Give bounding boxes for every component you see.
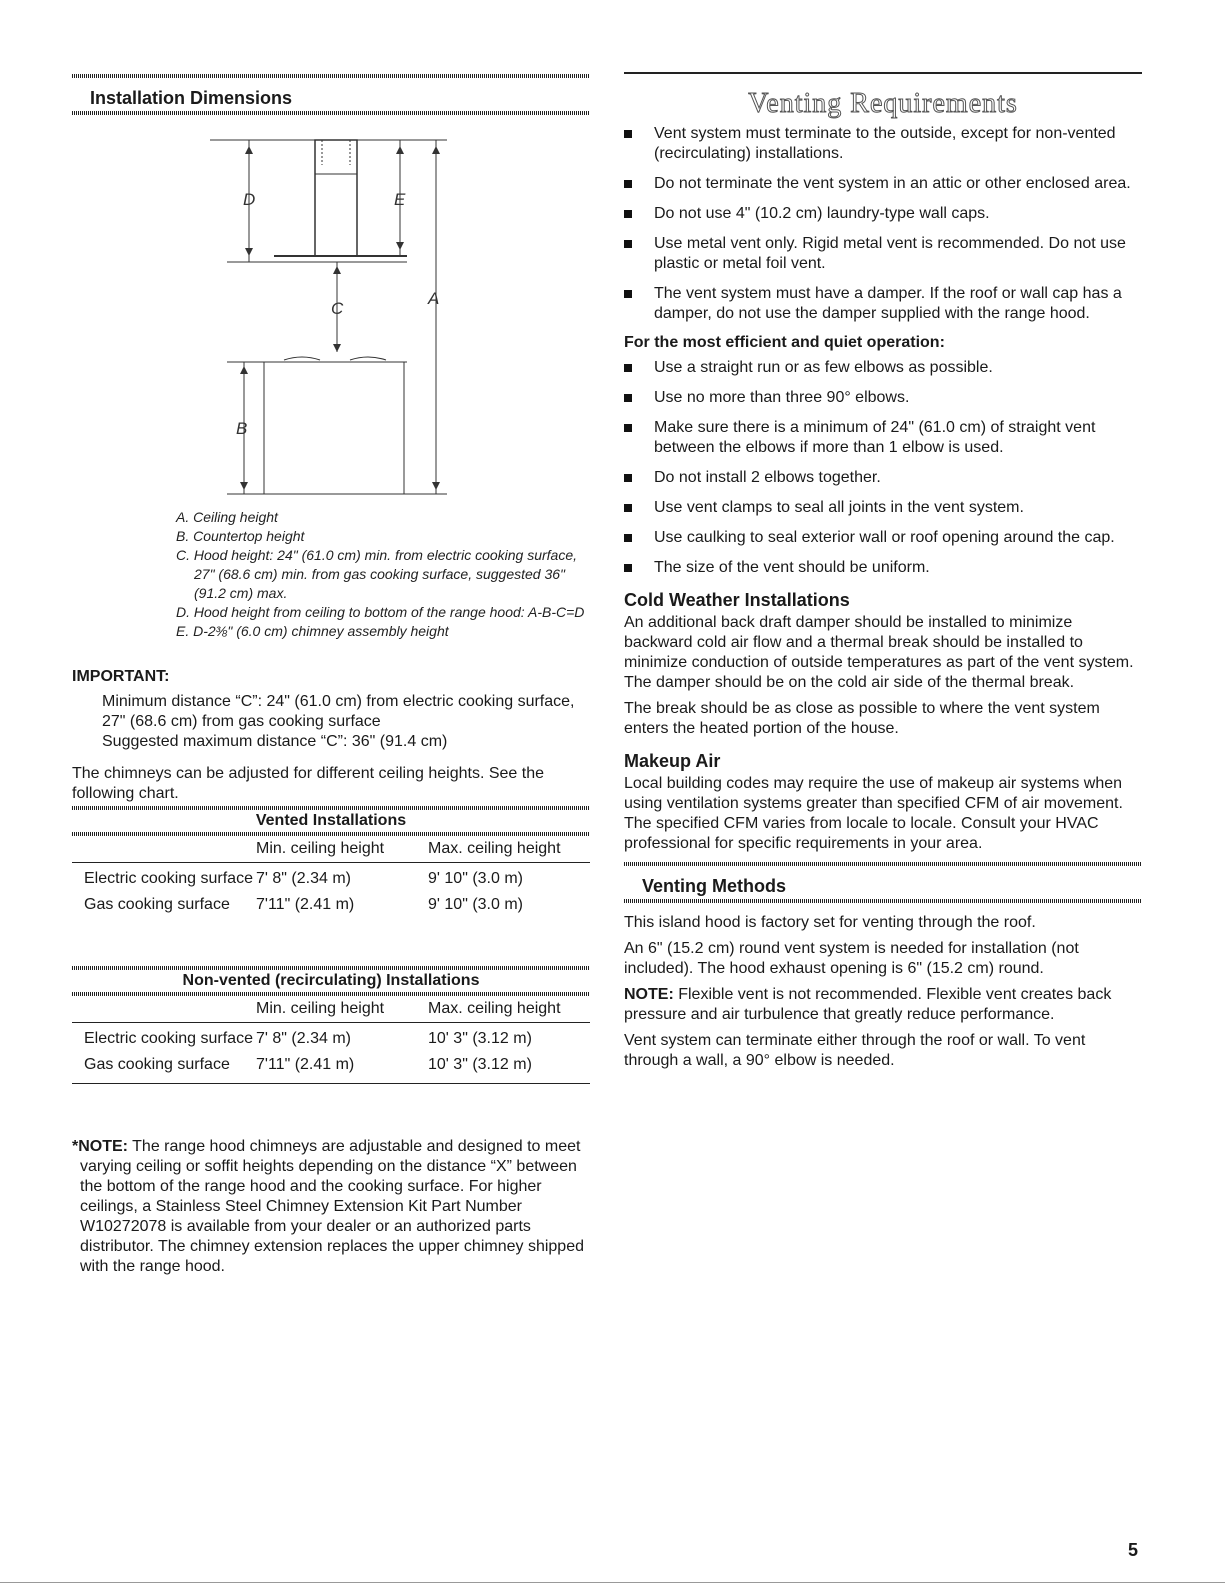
- table-title: Vented Installations: [255, 812, 407, 829]
- important-line: Suggested maximum distance “C”: 36" (91.4 cm): [102, 733, 448, 750]
- important-line: Minimum distance “C”: 24" (61.0 cm) from electric cooking surface, 27" (68.6 cm) from gas cooking surface: [102, 693, 575, 730]
- legend-item: C. Hood height: 24" (61.0 cm) min. from electric cooking surface, 27" (68.6 cm) min. from gas cooking surface, suggested 36" (91.2 cm) max.: [176, 547, 578, 601]
- table-title: Non-vented (recirculating) Installations: [182, 972, 480, 989]
- header-cell: Min. ceiling height: [256, 840, 385, 857]
- cell: 10' 3" (3.12 m): [428, 1030, 532, 1047]
- vented-table: [72, 806, 590, 915]
- installation-dimensions-heading: Installation Dimensions: [90, 88, 293, 108]
- methods-paragraph: Vent system can terminate either through the roof or wall. To vent through a wall, a 90° elbow is needed.: [624, 1032, 1086, 1069]
- important-heading: IMPORTANT:: [72, 668, 170, 685]
- page-number: 5: [1128, 1540, 1139, 1560]
- important-body: [102, 692, 602, 752]
- makeup-air-heading: Makeup Air: [624, 751, 721, 771]
- header-cell: Min. ceiling height: [256, 1000, 385, 1017]
- header-cell: [72, 1000, 256, 1018]
- header-cell: Max. ceiling height: [428, 840, 561, 857]
- list-item: The size of the vent should be uniform.: [624, 558, 1142, 578]
- cell: 7'11" (2.41 m): [256, 896, 355, 913]
- label-c: C: [331, 299, 344, 318]
- table-bottom-rule: [72, 1083, 590, 1084]
- page-bottom-rule: [0, 1582, 1225, 1583]
- list-item: Use caulking to seal exterior wall or roof opening around the cap.: [624, 528, 1142, 548]
- cell: Electric cooking surface: [84, 1030, 253, 1047]
- label-b: B: [236, 419, 248, 438]
- top-rule: [624, 72, 1142, 74]
- header-cell: [72, 840, 256, 858]
- legend-item: A. Ceiling height: [176, 509, 278, 525]
- table-row: [72, 1023, 590, 1049]
- installation-diagram: [72, 0, 592, 500]
- methods-note: [624, 985, 1142, 1025]
- methods-paragraph: This island hood is factory set for venting through the roof.: [624, 914, 1036, 931]
- label-d: D: [243, 190, 256, 209]
- list-item: Do not terminate the vent system in an attic or other enclosed area.: [624, 174, 1142, 194]
- chimney-paragraph: The chimneys can be adjusted for different ceiling heights. See the following chart.: [72, 765, 544, 802]
- venting-requirements-title: Venting Requirements: [748, 88, 1018, 119]
- cell: Electric cooking surface: [84, 870, 253, 887]
- cell: Gas cooking surface: [84, 896, 230, 913]
- list-item: Do not install 2 elbows together.: [624, 468, 1142, 488]
- table-row: [72, 863, 590, 889]
- legend-item: E. D-2⅜" (6.0 cm) chimney assembly height: [176, 623, 449, 639]
- table-row: [72, 1049, 590, 1075]
- list-item: Use metal vent only. Rigid metal vent is recommended. Do not use plastic or metal foil vent.: [624, 234, 1142, 274]
- cold-weather-heading: Cold Weather Installations: [624, 590, 850, 610]
- cell: Gas cooking surface: [84, 1056, 230, 1073]
- note-label: *NOTE:: [72, 1138, 128, 1155]
- cell: 10' 3" (3.12 m): [428, 1056, 532, 1073]
- note-text: The range hood chimneys are adjustable and designed to meet varying ceiling or soffit heights depending on the distance “X” between the bottom of the range hood and the cooking surface. For higher ceilings, a Stainless Steel Chimney Extension Kit Part Number W10272078 is available from your dealer or an authorized parts distributor. The chimney extension replaces the upper chimney shipped with the range hood.: [80, 1138, 584, 1275]
- note-label: NOTE:: [624, 986, 674, 1003]
- note-text: Flexible vent is not recommended. Flexible vent creates back pressure and air turbulence that greatly reduce performance.: [624, 986, 1112, 1023]
- chimney-note: [72, 1137, 595, 1277]
- requirements-list: [624, 124, 1142, 324]
- table-header: [72, 836, 590, 863]
- list-item: Do not use 4" (10.2 cm) laundry-type wall caps.: [624, 204, 1142, 224]
- table-row: [72, 889, 590, 915]
- methods-paragraph: An 6" (15.2 cm) round vent system is needed for installation (not included). The hood exhaust opening is 6" (15.2 cm) round.: [624, 940, 1079, 977]
- cell: 7'11" (2.41 m): [256, 1056, 355, 1073]
- list-item: Use no more than three 90° elbows.: [624, 388, 1142, 408]
- list-item: The vent system must have a damper. If the roof or wall cap has a damper, do not use the damper supplied with the range hood.: [624, 284, 1142, 324]
- table-header: [72, 996, 590, 1023]
- diagram-legend: [176, 508, 596, 641]
- nonvented-table: [72, 966, 590, 1084]
- cell: 9' 10" (3.0 m): [428, 870, 523, 887]
- venting-methods-heading: Venting Methods: [642, 876, 786, 896]
- cell: 9' 10" (3.0 m): [428, 896, 523, 913]
- list-item: Vent system must terminate to the outside, except for non-vented (recirculating) installations.: [624, 124, 1142, 164]
- header-cell: Max. ceiling height: [428, 1000, 561, 1017]
- list-item: Make sure there is a minimum of 24" (61.0 cm) of straight vent between the elbows if more than 1 elbow is used.: [624, 418, 1142, 458]
- section-rule: [624, 899, 1142, 903]
- legend-item: D. Hood height from ceiling to bottom of the range hood: A-B-C=D: [176, 604, 585, 620]
- legend-item: B. Countertop height: [176, 528, 305, 544]
- list-item: Use a straight run or as few elbows as possible.: [624, 358, 1142, 378]
- cell: 7' 8" (2.34 m): [256, 870, 351, 887]
- label-e: E: [394, 190, 406, 209]
- cold-weather-paragraph: An additional back draft damper should be installed to minimize backward cold air flow and a thermal break should be installed to minimize conduction of outside temperatures as part of the vent system. The damper should be on the cold air side of the thermal break.: [624, 614, 1134, 691]
- cell: 7' 8" (2.34 m): [256, 1030, 351, 1047]
- efficient-heading: For the most efficient and quiet operation:: [624, 334, 945, 351]
- makeup-air-paragraph: Local building codes may require the use of makeup air systems when using ventilation systems greater than specified CFM of air movement. The specified CFM varies from locale to locale. Consult your HVAC professional for specific requirements in your area.: [624, 775, 1123, 852]
- efficient-list: [624, 358, 1142, 578]
- cold-weather-paragraph: The break should be as close as possible to where the vent system enters the heated portion of the house.: [624, 700, 1100, 737]
- label-a: A: [428, 289, 440, 308]
- list-item: Use vent clamps to seal all joints in the vent system.: [624, 498, 1142, 518]
